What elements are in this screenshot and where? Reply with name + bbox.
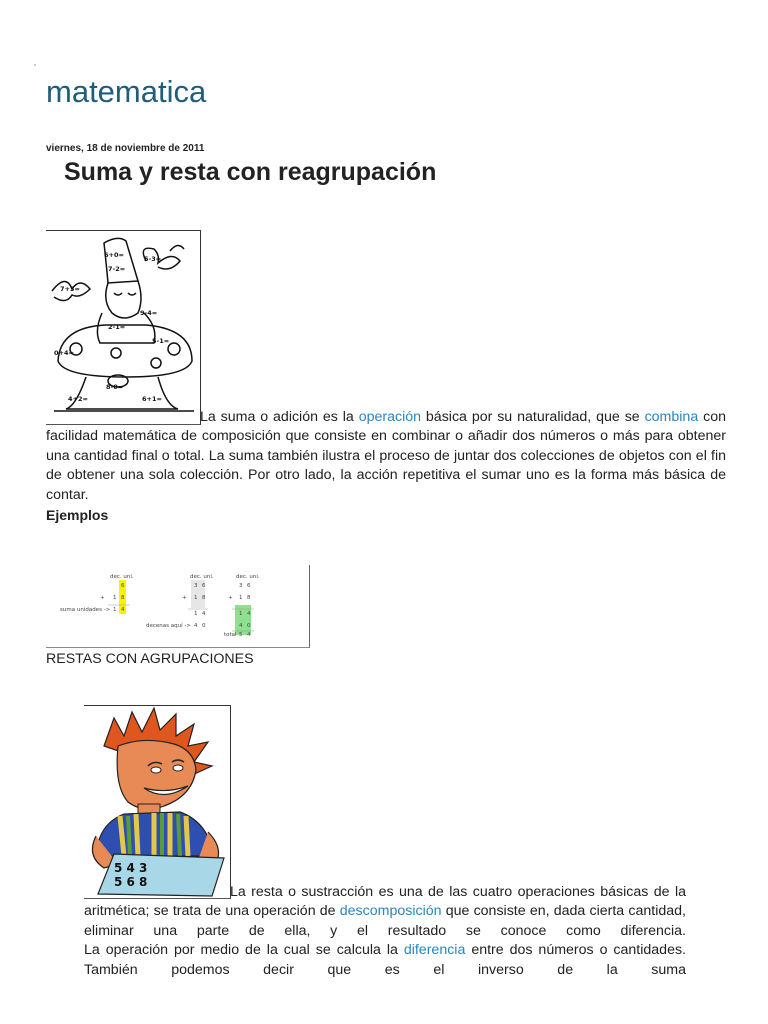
boy-drawing [84,706,230,898]
total-label: total [224,632,237,638]
table-cell: 6 [247,583,251,589]
gnome-label: 8-0= [106,383,124,391]
diferencia-link[interactable]: diferencia [403,942,466,959]
table-cell: 8 [247,595,251,601]
examples-heading: Ejemplos [46,507,109,523]
gnome-label: 5-1= [152,337,170,345]
table-cell: 8 [202,595,206,601]
gnome-label: 5-3= [144,255,162,263]
decenas-label: decenas aquí -> [146,623,191,629]
gnome-label: 7-2= [108,265,126,273]
addition-table-drawing [46,565,309,647]
gnome-label: 2-1= [108,323,126,331]
boy-subtraction-image[interactable] [84,705,231,899]
gnome-label: 0+4= [54,349,74,357]
table-header: dec. uni. [190,574,214,580]
table-cell: 1 [113,607,117,613]
table-cell: 4 [247,632,251,638]
descomposicion-link[interactable]: descomposición [339,903,442,920]
operacion-link[interactable]: operación [358,409,422,425]
table-cell: 8 [121,595,125,601]
boy-paper-digits-1: 5 4 3 [114,861,148,875]
table-cell: 0 [247,623,251,629]
table-header: dec. uni. [110,574,134,580]
table-cell: 1 [113,595,117,601]
table-cell: 0 [202,623,206,629]
table-cell: 4 [121,607,125,613]
table-cell: 1 [194,595,198,601]
suma-text-2: básica por su naturalidad, que se [421,409,645,425]
table-cell: 4 [202,611,206,617]
table-cell: 5 [239,632,243,638]
table-cell: 4 [239,623,243,629]
suma-text-1: La suma o adición es la [200,409,359,425]
post-date: viernes, 18 de noviembre de 2011 [46,143,205,154]
table-cell: 6 [202,583,206,589]
resta-text-4: entre dos números o cantidades. También podemos decir que es el inverso de la suma [84,942,686,978]
gnome-label: 4+2= [68,395,88,403]
gnome-label: 6+1= [142,395,162,403]
gnome-label: 9-4= [140,309,158,317]
table-cell: 4 [194,623,198,629]
table-cell: 4 [247,611,251,617]
combina-link[interactable]: combina [644,409,699,425]
page-marker [34,64,36,66]
table-cell: 1 [239,595,243,601]
table-plus: + [100,595,105,601]
resta-text-3: La operación por medio de la cual se calcula la [84,942,404,959]
gnome-label: 7+3= [60,285,80,293]
suma-unidades-label: suma unidades -> [60,607,111,613]
table-cell: 1 [194,611,198,617]
post-title[interactable]: Suma y resta con reagrupación [64,158,437,186]
gnome-drawing [46,231,200,424]
suma-paragraph [46,408,726,505]
table-cell: 1 [239,611,243,617]
table-plus: + [182,595,187,601]
table-header: dec. uni. [236,574,260,580]
table-cell: 3 [194,583,198,589]
gnome-coloring-image[interactable] [46,230,201,425]
gnome-label: 6+0= [104,251,124,259]
addition-table-image[interactable] [46,565,310,648]
resta-text-2: que consiste en, dada cierta cantidad, eliminar una parte de ella, y el resultado se conoce como diferencia. [84,903,686,939]
suma-text-3: con facilidad matemática de composición que consiste en combinar o añadir dos números o más para obtener una cantidad final o total. La suma también ilustra el proceso de juntar dos colecciones de objetos con el fin de obtener una sola colección. Por otro lado, la acción repetitiva el sumar uno es la forma más básica de contar. [46,409,726,503]
table-cell: 6 [121,583,125,589]
restas-heading: RESTAS CON AGRUPACIONES [46,651,254,667]
resta-text-1: La resta o sustracción es una de las cuatro operaciones básicas de la aritmética; se trata de una operación de [84,884,686,920]
boy-paper-digits-2: 5 6 8 [114,875,148,889]
blog-title[interactable]: matematica [46,74,207,109]
table-plus: + [228,595,233,601]
resta-paragraph [84,883,686,980]
table-cell: 3 [239,583,243,589]
